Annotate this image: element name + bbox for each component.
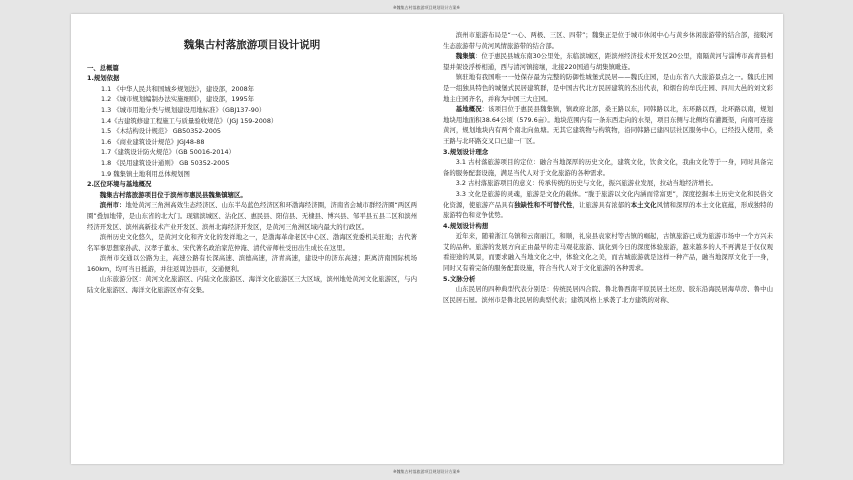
binzhou-paragraph — [87, 200, 417, 232]
concept-culture-bold-2: 本土文化 — [630, 200, 657, 209]
traffic-paragraph: 滨州市交通以公路为主，高速公路有长深高速、滨德高速，济青高速，建设中的济东高速；距离济南国际机场160km，均可当日抵游，并往返周边县市，交通便利。 — [87, 254, 417, 273]
section-heading-vision: 4.规划设计构想 — [443, 221, 489, 230]
section-heading-context: 5.文脉分析 — [443, 274, 476, 283]
reference-item: 1.7《建筑设计防火规范》（GB 50016-2014） — [101, 148, 235, 157]
concept-culture-bold-1: 独缺性和不可替代性 — [514, 200, 573, 209]
reference-item: 1.1 《中华人民共和国城乡规划法》，建设部，2008年 — [101, 84, 255, 93]
section-heading-concept: 3.规划设计理念 — [443, 147, 489, 156]
header-text: ※魏集古村落旅游项目规划设计方案※ — [393, 5, 460, 10]
concept-meaning: 3.2 古村落旅游项目的意义：传承传统的历史与文化，振兴旅游业发展，拉动当地经济增长。 — [455, 179, 718, 188]
tourism-layout-paragraph: 滨州市旅游布局是“一心、两极、三区、四带”；魏集正是位于城市休闲中心与黄乡休闲旅游带的结合部，接駁河生态旅游带与黄河风情旅游带的结合部。 — [443, 31, 773, 50]
left-column — [87, 30, 417, 296]
tourism-region-paragraph: 山东旅游分区：黄河文化旅游区、内陆文化旅游区、海洋文化旅游区三大区域，滨州地处黄河文化旅游区，与内陆文化旅游区、海洋文化旅游区亦有交集。 — [87, 275, 417, 295]
vision-paragraph: 近年来，随着浙江乌镇和云南丽江，和顺，礼泉县袁家村等古镇的崛起，古镇旅游已成为旅游市场中一个方兴未艾的品种。旅游的发展方向正由最早的走马观花旅游、演化到今日的深度体验旅游，越来越多的人不再满足于仅仅观看迎途的风景，而要求融入当地文化之中，体验文化之美，而古城旅游就是这样一种产品，融当地深厚文化于一身，同时又有着完备的服务配套设施，符合当代人对于文化旅游的各种需求。 — [443, 232, 773, 273]
right-column — [443, 30, 773, 305]
culture-paragraph: 滨州历史文化悠久，是黄河文化和齐文化的发祥地之一，是渤海革命老区中心区、渤海区党委机关驻地；古代著名军事思想家孙武、汉孝子董永、宋代著名政治家范仲淹、清代帝师杜受田出生成长在这里。 — [87, 233, 417, 252]
weiji-town-text: ：位于惠民县城东南30公里处，东临滨城区，距滨州经济技术开发区20公里，南隔黄河与淄博市高青县相望并架设浮桥相通，西与清河镇接壤，北接220国道与胡集镇毗连。 — [443, 52, 774, 71]
reference-item: 1.2 《城市规划编制办法实施细则》，建设部，1995年 — [101, 95, 255, 104]
footer-text: ※魏集古村落旅游项目规划设计方案※ — [393, 469, 460, 474]
reference-item: 1.4《古建筑修建工程施工与质量验收规范》（JGJ 159-2008） — [101, 116, 278, 125]
site-label: 基地概况 — [455, 105, 482, 114]
weiji-town-label: 魏集镇 — [455, 52, 476, 61]
weiji-town-paragraph — [443, 51, 773, 72]
location-statement — [87, 190, 417, 201]
concept-culture-text-2: ，让旅游具有浓郁的 — [572, 200, 631, 209]
binzhou-label: 滨州市： — [99, 201, 126, 210]
binzhou-text: 地处黄河三角洲高效生态经济区、山东半岛蓝色经济区和环渤海经济圈，济南省会城市群经济圈“两区两圈”叠加地带，是山东省的北大门。现辖滨城区、沾化区、惠民县、阳信县、无棣县、博兴县、邹平县五县二区和滨州经济开发区、滨州高新技术产业开发区、滨州北海经济开发区，是黄河三角洲区域内最大的行政区。 — [87, 201, 417, 231]
concept-culture — [443, 189, 773, 221]
reference-item: 1.6 《商业建筑设计规范》JGJ48-88 — [101, 137, 205, 146]
section-heading-overview: 一、总概篇 — [87, 63, 119, 72]
concept-culture-text-3: 风情和深厚的本土文化底蕴，形成独特的旅游特色和竞争优势。 — [443, 200, 774, 220]
document-title: 魏集古村落旅游项目设计说明 — [183, 39, 321, 51]
section-heading-location: 2.区位环境与基地概况 — [87, 180, 152, 189]
concept-positioning: 3.1 古村落旅游项目的定位：融合当地深厚的历史文化，建筑文化，饮食文化，我曲文化等于一身，同时具备完备的服务配套设施，满足当代人对于文化旅游的各种需求。 — [443, 158, 773, 177]
reference-item: 1.5 《木结构设计规范》 GB50352-2005 — [101, 127, 221, 136]
site-paragraph — [443, 104, 773, 146]
concept-culture-text-1: 3.3 文化是旅游的灵魂，旅游是文化的载体。“胧于旅游以文化内涵而常富更”，深度挖掘本土历史文化和民俗文化资源，使旅游产品具有 — [443, 189, 773, 209]
reference-item: 1.9 魏集镇土地利用总体规划图 — [101, 169, 190, 178]
section-heading-basis: 1.规划依据 — [87, 74, 120, 83]
reference-item: 1.3 《城市用地分类与规划建设用地标准》（GBJ137-90） — [101, 105, 266, 114]
castle-paragraph: 镇驻地有我国唯一一处保存最为完整的防御性城堡式民居——魏氏庄园，是山东省八大旅游景点之一。魏氏庄园是一组独具特色的城堡式民居建筑群，是中国古代北方民居建筑的杰出代表，和烟台的牟氏庄园、四川大邑的刘文彩地主庄园齐名，并称为中国三大庄园。 — [443, 73, 773, 103]
location-bold-text: 魏集古村落旅游项目位于滨州市惠民县魏集镇辖区。 — [99, 190, 247, 199]
document-page — [71, 14, 783, 464]
context-paragraph: 山东民居的四种典型代表分别是：传统民居四合院、鲁北鲁西南平原民居土坯房、胶东沿海民居海草房、鲁中山区民居石屋。滨州市是鲁北民居的典型代表；建筑风格上承袭了北方建筑的对称、 — [443, 285, 773, 304]
site-text: ：该项目位于惠民县魏集镇，镇政府北部，桑王路以东，同韩路以北，东环路以西，北环路以南，规划地块用地面积38.64公顷（579.6亩）。地块范围内有一条东西走向的水渠，项目东侧与北侧均有灌溉渠，向南可连接黄河，规划地块内有两个南北向鱼塘。无其它建筑物与构筑物，沿同韩路已建四层社区服务中心，已经投入使用，桑王路与北环路交叉口已建一厂区。 — [443, 105, 774, 145]
reference-item: 1.8 《民用建筑设计通则》 GB 50352-2005 — [101, 158, 230, 167]
